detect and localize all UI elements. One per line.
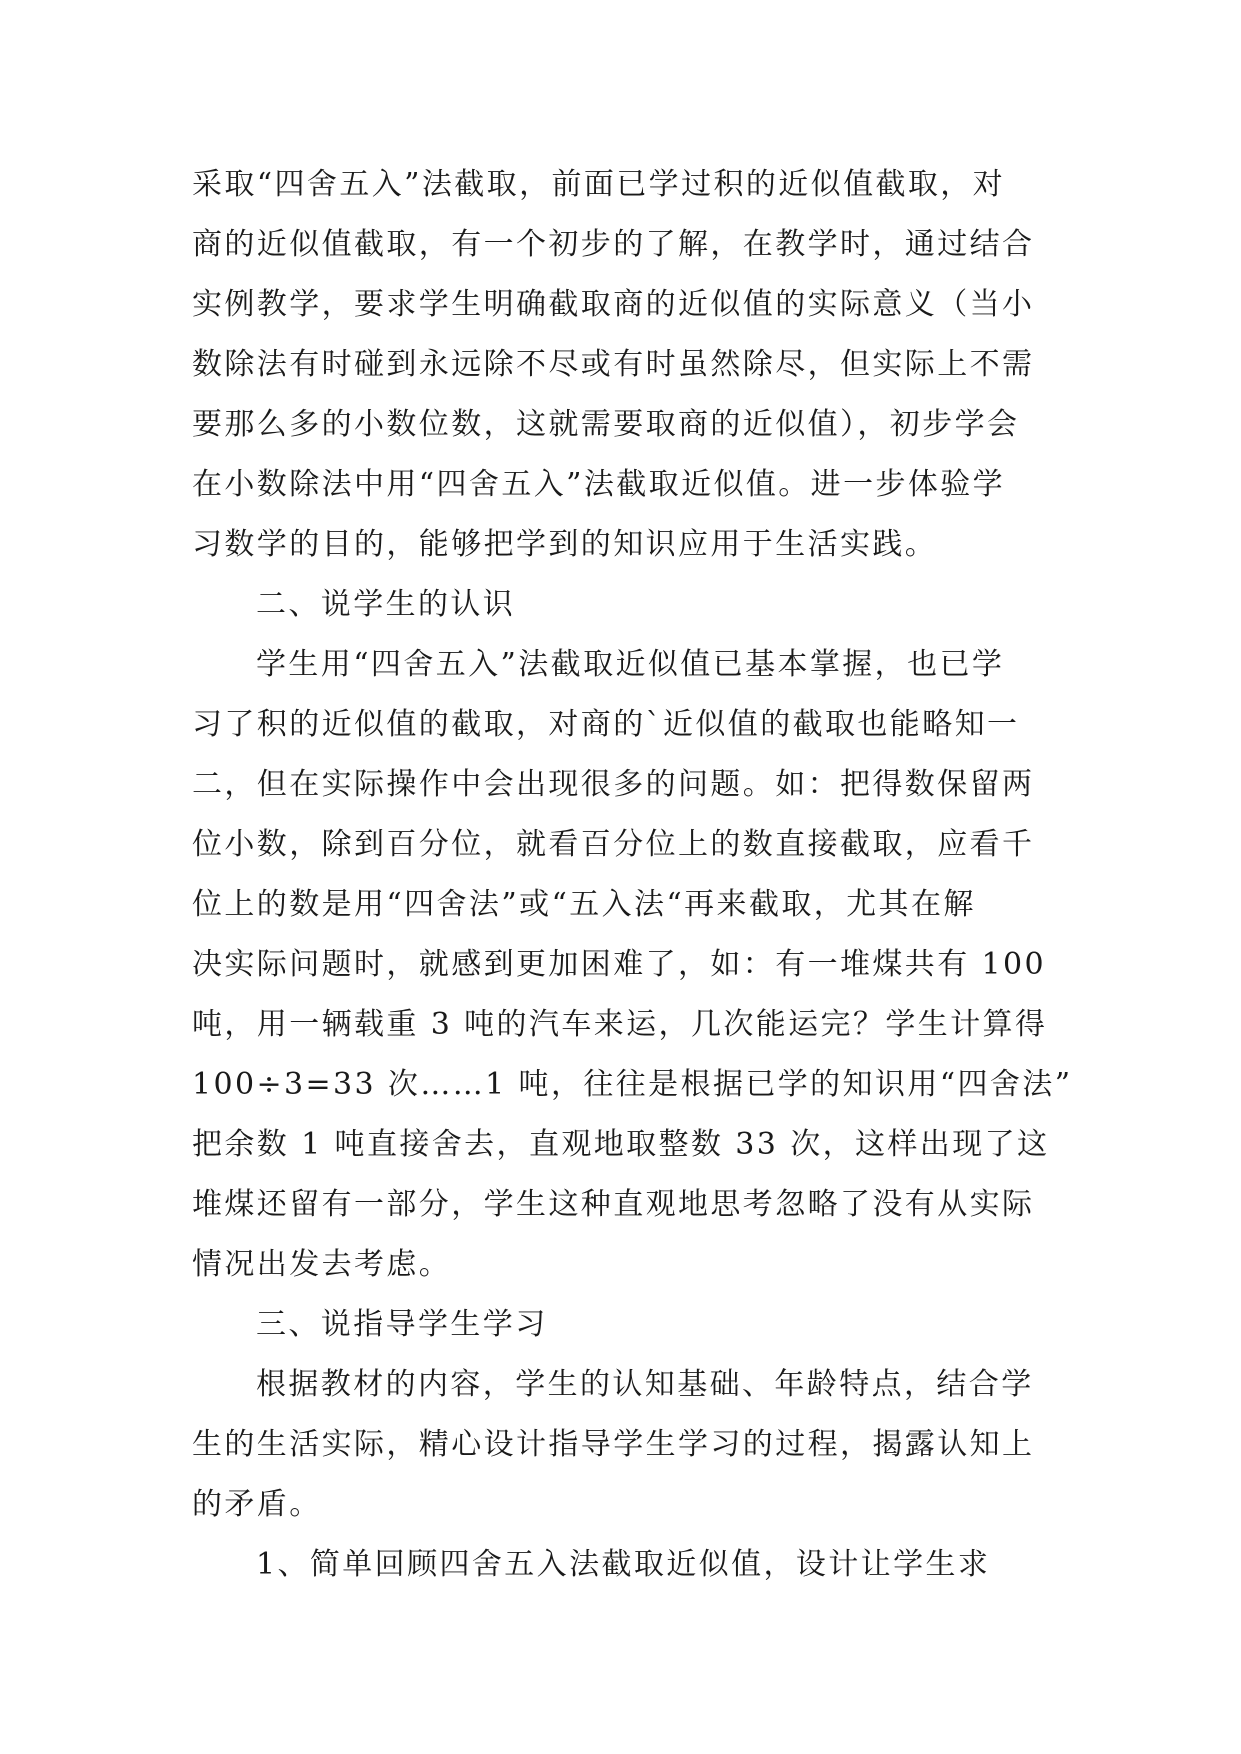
text-line-11: 二，但在实际操作中会出现很多的问题。如：把得数保留两 [192, 767, 1035, 802]
text-line-15: 吨，用一辆载重 3 吨的汽车来运，几次能运完？学生计算得 [192, 1007, 1048, 1042]
text-line-2: 商的近似值截取，有一个初步的了解，在教学时，通过结合 [192, 227, 1035, 262]
section-heading-2: 二、说学生的认识 [256, 587, 516, 622]
text-line-18: 堆煤还留有一部分，学生这种直观地思考忽略了没有从实际 [192, 1187, 1035, 1222]
text-line-7: 习数学的目的，能够把学到的知识应用于生活实践。 [192, 527, 938, 562]
text-line-5: 要那么多的小数位数，这就需要取商的近似值），初步学会 [192, 407, 1020, 442]
text-line-3: 实例教学，要求学生明确截取商的近似值的实际意义（当小 [192, 287, 1035, 322]
text-line-10: 习了积的近似值的截取，对商的`近似值的截取也能略知一 [192, 707, 1020, 742]
text-line-4: 数除法有时碰到永远除不尽或有时虽然除尽，但实际上不需 [192, 347, 1035, 382]
document-body [192, 155, 1073, 1595]
text-line-17: 把余数 1 吨直接舍去，直观地取整数 33 次，这样出现了这 [192, 1127, 1050, 1162]
text-line-21: 根据教材的内容，学生的认知基础、年龄特点，结合学 [256, 1367, 1034, 1402]
text-line-9: 学生用“四舍五入”法截取近似值已基本掌握，也已学 [256, 647, 1005, 682]
text-line-12: 位小数，除到百分位，就看百分位上的数直接截取，应看千 [192, 827, 1035, 862]
text-line-1: 采取“四舍五入”法截取，前面已学过积的近似值截取，对 [192, 167, 1006, 202]
text-line-22: 生的生活实际，精心设计指导学生学习的过程，揭露认知上 [192, 1427, 1035, 1462]
text-line-13: 位上的数是用“四舍法”或“五入法“再来截取，尤其在解 [192, 887, 976, 922]
section-heading-3: 三、说指导学生学习 [256, 1307, 548, 1342]
text-line-19: 情况出发去考虑。 [192, 1247, 452, 1282]
text-line-16: 100÷3=33 次……1 吨，往往是根据已学的知识用“四舍法” [192, 1067, 1073, 1102]
text-line-24: 1、简单回顾四舍五入法截取近似值，设计让学生求 [256, 1547, 991, 1582]
text-line-6: 在小数除法中用“四舍五入”法截取近似值。进一步体验学 [192, 467, 1006, 502]
text-line-14: 决实际问题时，就感到更加困难了，如：有一堆煤共有 100 [192, 947, 1046, 982]
text-line-23: 的矛盾。 [192, 1487, 322, 1522]
